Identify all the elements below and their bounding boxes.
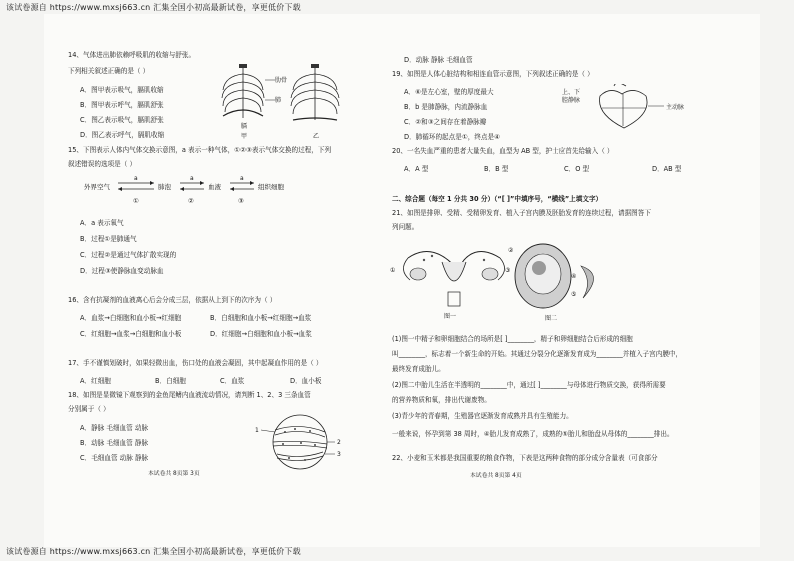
q20-stem: 20、一名失血严重的患者大量失血，血型为 AB 型，护士应首先给输入（ ）: [392, 147, 614, 155]
q21-figure-1-caption: 图一: [444, 313, 457, 320]
q19-stem: 19、如图是人体心脏结构和相连血管示意图，下列叙述正确的是（ ）: [392, 70, 594, 78]
q19-heart-figure: [560, 84, 710, 132]
q14-ribcage-figure: [215, 60, 350, 142]
q19-label-upper-lower: 上、下: [562, 89, 581, 96]
q18-stem: 18、如图是显微镜下观察到的金鱼尾鳍内血液流动情况，请判断 1、2、3 三条血管: [68, 391, 311, 399]
q15-node-alveoli: 肺泡: [158, 183, 171, 191]
q21-figure-2-fetus: [505, 238, 615, 322]
q14-label-yi: 乙: [313, 133, 320, 140]
q18-option-c: C．毛细血管 动脉 静脉: [80, 454, 149, 462]
q21-mark-2: ②: [508, 247, 514, 254]
right-page-footer: 本试卷共 8页第 4页: [470, 473, 522, 479]
q19-option-a: A．⑥是左心室，壁的厚度最大: [404, 88, 494, 96]
q14-label-jia: 甲: [241, 133, 248, 140]
q21-sub1-line1: (1)图一中精子和卵细胞结合的场所是[ ]________，精子和卵细胞结合后形成的细胞: [392, 335, 633, 343]
q21-mark-4: ④: [571, 273, 577, 280]
q21-mark-5: ⑤: [571, 291, 577, 298]
q14-label-lung: 肺: [275, 97, 282, 104]
q19-label-aorta: 主动脉: [666, 104, 685, 111]
q15-option-c: C．过程②是通过气体扩散实现的: [80, 251, 177, 259]
q16-stem: 16、含有抗凝剂的血液离心后会分成三层，依据从上到下的次序为（ ）: [68, 296, 277, 304]
q15-option-a: A．a 表示氧气: [80, 219, 124, 227]
q15-gas-a-1: a: [134, 175, 138, 182]
watermark-bottom: 该试卷源自 https://www.mxsj663.cn 汇集全国小初高最新试卷，享更低价下载: [6, 547, 301, 556]
q18-option-d: D．动脉 静脉 毛细血管: [404, 56, 473, 64]
q21-figure-2-caption: 图二: [545, 315, 558, 322]
q22-stem: 22、小麦和玉米都是我国重要的粮食作物，下表是这两种食物的部分成分含量表（可食部分: [392, 454, 658, 462]
q15-option-b: B．过程①是肺通气: [80, 235, 137, 243]
q15-node-blood: 血液: [208, 183, 221, 191]
q17-option-b: B．白细胞: [155, 377, 186, 385]
q20-option-c: C．O 型: [564, 165, 590, 173]
q14-stem: 14、气体进出肺依赖呼吸肌的收缩与舒张。: [68, 51, 196, 59]
q18-label-1: 1: [255, 427, 259, 434]
q15-process-2: ②: [188, 197, 194, 205]
q21-mark-1: ①: [390, 267, 396, 274]
q21-sub2-line1: (2)图二中胎儿生活在半透明的________中，通过[ ]________与母体进行物质交换，获得所需要: [392, 381, 666, 389]
q14-option-c: C．图乙表示吸气，膈肌舒张: [80, 116, 164, 124]
q16-option-d: D．红细胞→白细胞和血小板→血浆: [210, 330, 312, 338]
q15-node-outside-air: 外界空气: [84, 183, 110, 191]
q21-sub4: 一般来说，怀孕到第 38 周时，④胎儿发育成熟了，成熟的⑤胎儿和胎盘从母体的________排出。: [392, 430, 674, 438]
q14-option-d: D．图乙表示呼气，膈肌收缩: [80, 131, 165, 139]
q18-option-b: B．动脉 毛细血管 静脉: [80, 439, 149, 447]
q15-stem: 15、下图表示人体内气体交换示意图，a 表示一种气体，①②③表示气体交换的过程，下列: [68, 146, 332, 154]
q21-sub1-line3: 最终发育成胎儿。: [392, 365, 445, 373]
q21-sub2-line2: 的营养物质和氧，排出代谢废物。: [392, 396, 491, 404]
q15-stem-2: 叙述错误的选项是（ ）: [68, 160, 137, 168]
q21-mark-3: ③: [505, 267, 511, 274]
q17-option-a: A．红细胞: [80, 377, 111, 385]
watermark-top: 该试卷源自 https://www.mxsj663.cn 汇集全国小初高最新试卷，享更低价下载: [6, 3, 301, 12]
q14-option-a: A．图甲表示吸气，膈肌收缩: [80, 86, 164, 94]
q18-stem-2: 分别属于（ ）: [68, 405, 110, 413]
section-2-title: 二、综合题（每空 1 分共 30 分）（“[ ]”中填序号，“横线”上填文字）: [392, 195, 603, 203]
q18-label-3: 3: [337, 451, 341, 458]
q15-process-1: ①: [133, 197, 139, 205]
q14-label-diaphragm: 膈: [241, 123, 248, 130]
q19-option-d: D．肺循环的起点是①，终点是④: [404, 133, 501, 141]
q15-gas-exchange-diagram: [80, 175, 330, 215]
q15-process-3: ③: [238, 197, 244, 205]
q15-gas-a-2: a: [190, 175, 194, 182]
q17-stem: 17、手不谨慎划破时，如果轻微出血，伤口处的血液会凝固，其中起凝血作用的是（ ）: [68, 359, 323, 367]
q18-option-a: A．静脉 毛细血管 动脉: [80, 424, 149, 432]
q20-option-a: A．A 型: [404, 165, 429, 173]
left-page-footer: 本试卷共 8页第 3页: [148, 471, 200, 477]
q16-option-c: C．红细胞→血浆→白细胞和血小板: [80, 330, 182, 338]
q20-option-d: D．AB 型: [652, 165, 682, 173]
q21-sub1-line2: 叫________，标志着一个新生命的开始。其通过分裂分化逐渐发育成为________并植入子宫内膜中，: [392, 350, 683, 358]
q19-option-b: B．b 是肺静脉，内流静脉血: [404, 103, 488, 111]
q19-label-vena-cava: 腔静脉: [562, 97, 581, 104]
q15-node-tissue-cells: 组织细胞: [258, 183, 284, 191]
q15-gas-a-3: a: [240, 175, 244, 182]
q21-stem-2: 列问题。: [392, 223, 419, 231]
q20-option-b: B．B 型: [484, 165, 509, 173]
q18-label-2: 2: [337, 439, 341, 446]
q21-stem: 21、如图是排卵、受精、受精卵发育、植入子宫内膜及胚胎发育的连续过程，请据图答下: [392, 209, 651, 217]
q16-option-b: B．白细胞和血小板→红细胞→血浆: [210, 314, 312, 322]
q19-option-c: C．②和③之间存在着静脉瓣: [404, 118, 487, 126]
q18-vessel-figure: [255, 412, 345, 472]
q14-label-rib: 肋骨: [275, 77, 288, 84]
q14-stem-2: 下列相关叙述正确的是（ ）: [68, 67, 150, 75]
q15-option-d: D．过程③使静脉血变动脉血: [80, 267, 164, 275]
q14-option-b: B．图甲表示呼气，膈肌舒张: [80, 101, 164, 109]
q21-sub3: (3)青少年的青春期，生殖器官逐渐发育成熟并具有生殖能力。: [392, 412, 573, 420]
q17-option-c: C．血浆: [220, 377, 245, 385]
q17-option-d: D．血小板: [290, 377, 322, 385]
q16-option-a: A．血浆→白细胞和血小板→红细胞: [80, 314, 182, 322]
